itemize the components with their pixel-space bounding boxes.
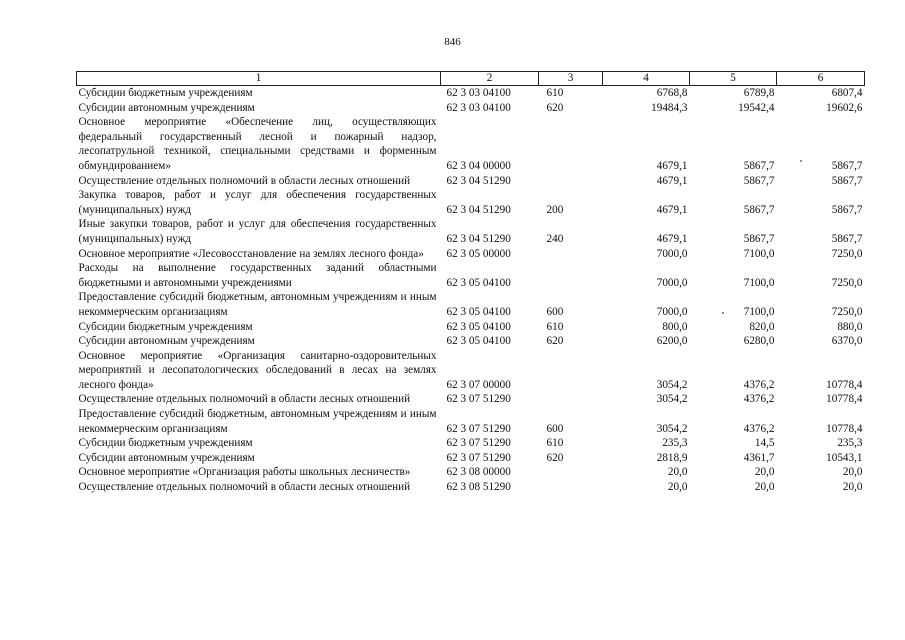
row-amount-col6: 7250,0	[831, 276, 863, 289]
header-cell: 6	[777, 72, 865, 86]
row-amount-col5: 20,0	[754, 481, 775, 494]
row-name: Субсидии бюджетным учреждениям	[78, 437, 253, 450]
row-amount-col6: 5867,7	[831, 232, 863, 245]
row-amount-col6: 20,0	[842, 481, 863, 494]
row-target-code: 62 3 04 51290	[446, 232, 511, 245]
row-amount-col6: 10543,1	[826, 451, 863, 464]
table-row	[77, 451, 865, 466]
table-row	[77, 188, 865, 217]
row-amount-col5: 4376,2	[743, 393, 775, 406]
row-name: Основное мероприятие «Лесовосстановление на землях лесного фонда»	[78, 247, 424, 260]
table-row	[77, 174, 865, 189]
row-target-code: 62 3 04 51290	[446, 203, 511, 216]
row-expense-type: 600	[546, 422, 564, 435]
table-row	[77, 320, 865, 335]
row-amount-col4: 6768,8	[656, 87, 688, 99]
row-name: Осуществление отдельных полномочий в области лесных отношений	[78, 393, 411, 406]
row-expense-type	[539, 480, 603, 495]
row-name: Основное мероприятие «Обеспечение лиц, осуществляющих федеральный государственный лесной и пожарный надзор, лесопатрульной техникой, специальными средствами и форменным обмундированием»	[78, 116, 437, 172]
row-target-code: 62 3 07 51290	[446, 422, 511, 435]
row-amount-col5: 6789,8	[743, 87, 775, 99]
row-amount-col5: 14,5	[754, 437, 775, 450]
row-expense-type: 610	[546, 87, 564, 99]
row-amount-col4: 3054,2	[656, 378, 688, 391]
row-amount-col4: 800,0	[662, 320, 688, 333]
row-amount-col4: 4679,1	[656, 159, 688, 172]
table-row	[77, 261, 865, 290]
row-name: Предоставление субсидий бюджетным, автономным учреждениям и иным некоммерческим организациям	[78, 291, 437, 318]
header-cell: 3	[539, 72, 603, 86]
table-row	[77, 217, 865, 246]
row-target-code: 62 3 05 04100	[446, 305, 511, 318]
row-amount-col5: 4376,2	[743, 378, 775, 391]
row-amount-col6: 6807,4	[831, 87, 863, 99]
row-name: Субсидии автономным учреждениям	[78, 101, 255, 114]
row-target-code: 62 3 03 04100	[446, 101, 511, 114]
row-expense-type: 620	[546, 335, 564, 348]
row-amount-col5: 7100,0	[743, 305, 775, 318]
row-amount-col5: 5867,7	[743, 174, 775, 187]
row-name: Иные закупки товаров, работ и услуг для обеспечения государственных (муниципальных) нужд	[78, 218, 437, 245]
row-amount-col6: 7250,0	[831, 305, 863, 318]
row-expense-type	[539, 392, 603, 407]
row-name: Осуществление отдельных полномочий в области лесных отношений	[78, 174, 411, 187]
row-expense-type: 200	[546, 203, 564, 216]
header-cell: 1	[77, 72, 441, 86]
row-amount-col4: 3054,2	[656, 422, 688, 435]
header-cell: 5	[690, 72, 777, 86]
row-name: Субсидии автономным учреждениям	[78, 335, 255, 348]
row-amount-col5: 7100,0	[743, 247, 775, 260]
table-body	[77, 86, 865, 495]
row-amount-col5: 19542,4	[738, 101, 775, 114]
row-amount-col5: 5867,7	[743, 203, 775, 216]
row-amount-col6: 20,0	[842, 466, 863, 479]
row-amount-col6: 7250,0	[831, 247, 863, 260]
row-amount-col4: 3054,2	[656, 393, 688, 406]
row-name: Расходы на выполнение государственных заданий областными бюджетными и автономными учреждениями	[78, 262, 437, 289]
header-row	[77, 72, 865, 86]
row-amount-col6: 5867,7	[831, 159, 863, 172]
row-amount-col6: 10778,4	[826, 378, 863, 391]
row-expense-type	[539, 174, 603, 189]
row-name: Предоставление субсидий бюджетным, автономным учреждениям и иным некоммерческим организациям	[78, 408, 437, 435]
row-name: Субсидии бюджетным учреждениям	[78, 320, 253, 333]
row-amount-col4: 20,0	[667, 481, 688, 494]
table-row	[77, 290, 865, 319]
row-amount-col4: 4679,1	[656, 232, 688, 245]
row-amount-col4: 7000,0	[656, 305, 688, 318]
row-target-code: 62 3 03 04100	[446, 87, 511, 99]
page-number: 846	[444, 36, 461, 48]
table-row	[77, 392, 865, 407]
row-amount-col6: 5867,7	[831, 174, 863, 187]
row-expense-type: 610	[546, 320, 564, 333]
row-target-code: 62 3 05 00000	[446, 247, 511, 260]
row-amount-col6: 19602,6	[826, 101, 863, 114]
row-amount-col6: 10778,4	[826, 422, 863, 435]
table-row	[77, 349, 865, 393]
row-amount-col6: 5867,7	[831, 203, 863, 216]
table-row	[77, 334, 865, 349]
row-amount-col5: 4361,7	[743, 451, 775, 464]
scan-spot	[270, 290, 271, 291]
row-amount-col6: 880,0	[837, 320, 863, 333]
row-expense-type: 610	[546, 437, 564, 450]
row-name: Субсидии бюджетным учреждениям	[78, 87, 253, 99]
table-row	[77, 436, 865, 451]
table-row	[77, 115, 865, 173]
row-amount-col5: 5867,7	[743, 232, 775, 245]
row-amount-col6: 235,3	[837, 437, 863, 450]
header-cell: 4	[603, 72, 690, 86]
row-expense-type	[539, 261, 603, 290]
row-target-code: 62 3 07 51290	[446, 451, 511, 464]
row-expense-type: 620	[546, 451, 564, 464]
row-target-code: 62 3 07 00000	[446, 378, 511, 391]
row-target-code: 62 3 08 51290	[446, 481, 511, 494]
row-amount-col5: 4376,2	[743, 422, 775, 435]
row-expense-type: 620	[546, 101, 564, 114]
row-amount-col5: 6280,0	[743, 335, 775, 348]
budget-table	[76, 71, 865, 495]
row-amount-col4: 20,0	[667, 466, 688, 479]
row-amount-col5: 820,0	[749, 320, 775, 333]
table-row	[77, 480, 865, 495]
row-name: Субсидии автономным учреждениям	[78, 451, 255, 464]
row-amount-col4: 4679,1	[656, 174, 688, 187]
row-target-code: 62 3 08 00000	[446, 466, 511, 479]
row-target-code: 62 3 05 04100	[446, 276, 511, 289]
table-row	[77, 86, 865, 101]
table-row	[77, 407, 865, 436]
row-expense-type	[539, 465, 603, 480]
row-amount-col4: 7000,0	[656, 247, 688, 260]
row-amount-col5: 5867,7	[743, 159, 775, 172]
row-name: Осуществление отдельных полномочий в области лесных отношений	[78, 481, 411, 494]
row-target-code: 62 3 04 00000	[446, 159, 511, 172]
row-amount-col4: 235,3	[662, 437, 688, 450]
row-expense-type	[539, 115, 603, 173]
table-row	[77, 101, 865, 116]
row-amount-col4: 4679,1	[656, 203, 688, 216]
row-expense-type	[539, 247, 603, 262]
scan-spot	[800, 160, 802, 162]
row-amount-col6: 6370,0	[831, 335, 863, 348]
row-amount-col6: 10778,4	[826, 393, 863, 406]
header-cell: 2	[441, 72, 539, 86]
row-name: Основное мероприятие «Организация санитарно-оздоровительных мероприятий и лесопатологических обследований в лесах на землях лесного фонда»	[78, 349, 437, 391]
row-amount-col4: 2818,9	[656, 451, 688, 464]
row-amount-col4: 19484,3	[651, 101, 688, 114]
row-expense-type: 600	[546, 305, 564, 318]
scan-spot	[722, 312, 724, 314]
row-amount-col4: 6200,0	[656, 335, 688, 348]
row-expense-type	[539, 349, 603, 393]
row-target-code: 62 3 07 51290	[446, 393, 511, 406]
row-name: Основное мероприятие «Организация работы школьных лесничеств»	[78, 466, 411, 479]
row-amount-col4: 7000,0	[656, 276, 688, 289]
row-target-code: 62 3 07 51290	[446, 437, 511, 450]
row-name: Закупка товаров, работ и услуг для обеспечения государственных (муниципальных) нужд	[78, 189, 437, 216]
row-target-code: 62 3 04 51290	[446, 174, 511, 187]
row-amount-col5: 7100,0	[743, 276, 775, 289]
row-amount-col5: 20,0	[754, 466, 775, 479]
row-target-code: 62 3 05 04100	[446, 320, 511, 333]
table-row	[77, 247, 865, 262]
row-target-code: 62 3 05 04100	[446, 335, 511, 348]
table-row	[77, 465, 865, 480]
row-expense-type: 240	[546, 232, 564, 245]
